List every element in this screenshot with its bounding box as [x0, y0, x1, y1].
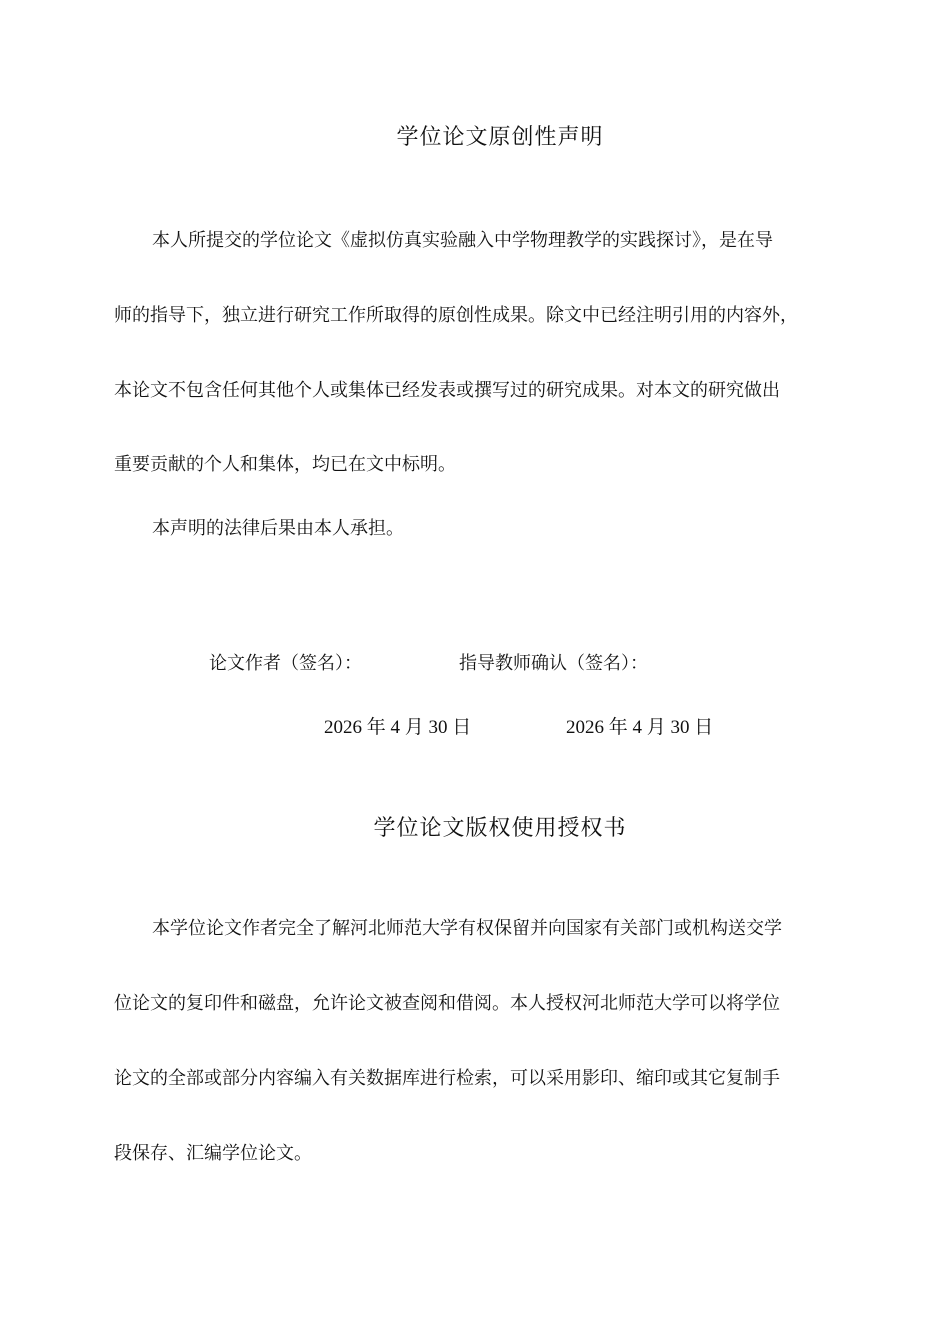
authorization-line-4: 段保存、汇编学位论文。 — [114, 1143, 312, 1164]
advisor-signature-label: 指导教师确认（签名）： — [459, 653, 648, 674]
declaration-line-2: 师的指导下，独立进行研究工作所取得的原创性成果。除文中已经注明引用的内容外， — [114, 305, 798, 326]
author-signature-label: 论文作者（签名）： — [209, 653, 362, 674]
advisor-signature-date: 2026 年 4 月 30 日 — [566, 717, 714, 738]
authorization-line-1: 本学位论文作者完全了解河北师范大学有权保留并向国家有关部门或机构送交学 — [152, 918, 782, 939]
liability-statement: 本声明的法律后果由本人承担。 — [152, 518, 404, 539]
declaration-line-3: 本论文不包含任何其他个人或集体已经发表或撰写过的研究成果。对本文的研究做出 — [114, 380, 780, 401]
author-signature-date: 2026 年 4 月 30 日 — [324, 717, 472, 738]
authorization-line-2: 位论文的复印件和磁盘，允许论文被查阅和借阅。本人授权河北师范大学可以将学位 — [114, 993, 780, 1014]
authorization-title: 学位论文版权使用授权书 — [373, 816, 627, 841]
authorization-line-3: 论文的全部或部分内容编入有关数据库进行检索，可以采用影印、缩印或其它复制手 — [114, 1068, 780, 1089]
declaration-line-4: 重要贡献的个人和集体，均已在文中标明。 — [114, 454, 456, 475]
declaration-line-1: 本人所提交的学位论文《虚拟仿真实验融入中学物理教学的实践探讨》，是在导 — [152, 230, 773, 251]
declaration-title: 学位论文原创性声明 — [396, 125, 604, 150]
